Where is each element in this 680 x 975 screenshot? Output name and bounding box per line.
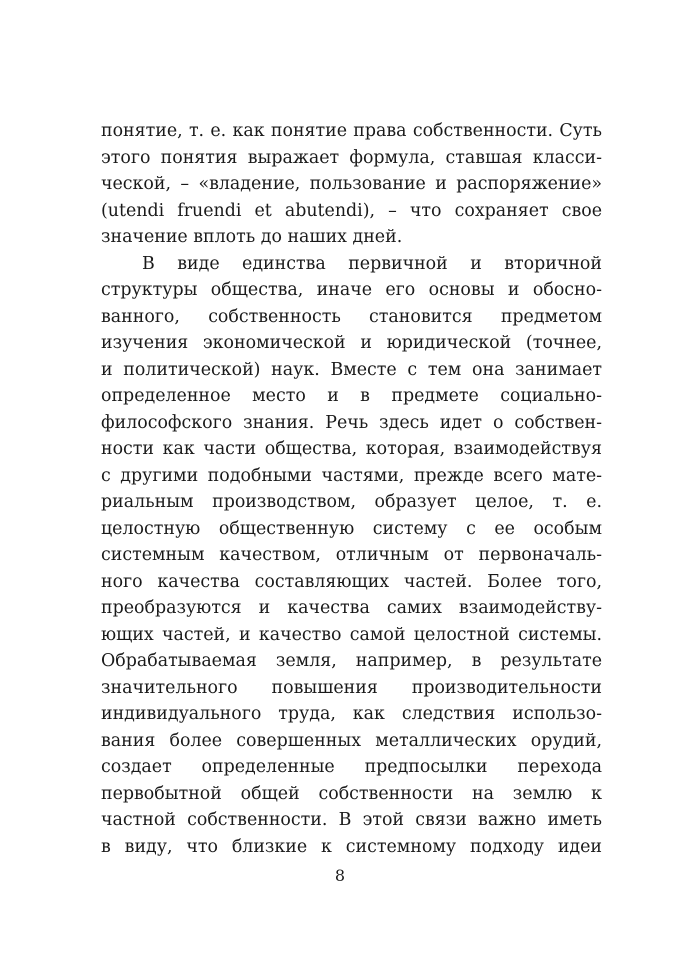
text-line: В виде единства первичной и вторичной xyxy=(142,253,602,274)
text-line: первобытной общей собственности на землю к xyxy=(101,783,602,804)
text-line: ческой, – «владение, пользование и распоряжение» xyxy=(101,174,602,194)
text-line: структуры общества, иначе его основы и обосно- xyxy=(101,280,602,300)
text-line: создает определенные предпосылки перехода xyxy=(101,757,602,777)
text-line: и политической) наук. Вместе с тем она занимает xyxy=(101,359,602,380)
text-line: индивидуального труда, как следствия использо- xyxy=(101,704,602,724)
text-line: понятие, т. е. как понятие права собственности. Суть xyxy=(101,121,602,141)
text-line: целостную общественную систему с ее особым xyxy=(101,518,602,539)
text-line: ющих частей, и качество самой целостной системы. xyxy=(101,624,602,645)
text-line: с другими подобными частями, прежде всего мате- xyxy=(101,465,602,486)
text-line: (utendi fruendi et abutendi), – что сохраняет свое xyxy=(101,200,602,221)
text-line: ного качества составляющих частей. Более того, xyxy=(101,571,602,592)
body-text xyxy=(101,118,602,860)
text-line: ванного, собственность становится предметом xyxy=(101,306,602,327)
text-line: значительного повышения производительности xyxy=(101,677,602,698)
text-line: значение вплоть до наших дней. xyxy=(101,227,403,247)
text-line: вания более совершенных металлических орудий, xyxy=(101,730,602,751)
text-line: Обрабатываемая земля, например, в результате xyxy=(101,651,602,671)
text-line: преобразуются и качества самих взаимодейству- xyxy=(101,598,602,618)
text-line: изучения экономической и юридической (точнее, xyxy=(101,333,602,353)
text-line: системным качеством, отличным от первоначаль- xyxy=(101,545,602,565)
text-line: частной собственности. В этой связи важно иметь xyxy=(101,810,602,830)
text-line: риальным производством, образует целое, т. е. xyxy=(101,492,602,512)
text-line: этого понятия выражает формула, ставшая класси- xyxy=(101,147,602,168)
text-line: определенное место и в предмете социально- xyxy=(101,386,602,406)
text-line: философского знания. Речь здесь идет о собствен- xyxy=(101,412,602,433)
page-number: 8 xyxy=(334,866,346,885)
text-line: в виду, что близкие к системному подходу идеи xyxy=(101,836,602,857)
text-line: ности как части общества, которая, взаимодействуя xyxy=(101,439,602,459)
